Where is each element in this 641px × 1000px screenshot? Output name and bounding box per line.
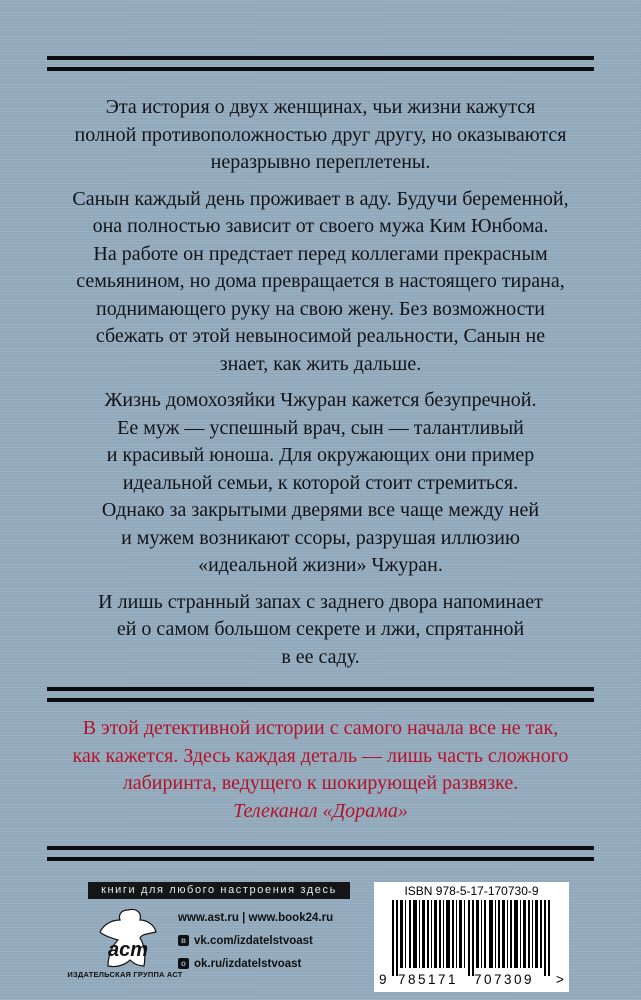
description-line: поднимающего руку на свою жену. Без возможности bbox=[96, 297, 545, 320]
description-paragraph-3 bbox=[40, 387, 601, 580]
review-source: Телеканал «Дорама» bbox=[233, 799, 408, 822]
description-line: Санын каждый день проживает в аду. Будучи беременной, bbox=[72, 187, 569, 210]
description-line: и мужем возникают ссоры, разрушая иллюзию bbox=[121, 526, 520, 549]
logo-caption: ИЗДАТЕЛЬСКАЯ ГРУППА АСТ bbox=[67, 970, 183, 979]
ast-logo-icon bbox=[90, 904, 170, 994]
bottom-rule-1 bbox=[47, 846, 594, 850]
description-line: идеальной семьи, к которой стоит стремиться. bbox=[122, 471, 519, 494]
description-paragraph-1 bbox=[40, 94, 601, 177]
description-line: ей о самом большом секрете и лжи, спрятанной bbox=[116, 618, 525, 640]
publisher-tagline: книги для любого настроения здесь bbox=[88, 882, 350, 899]
description-paragraph-2 bbox=[40, 186, 601, 379]
barcode-block bbox=[374, 882, 569, 992]
description-line: И лишь странный запах с заднего двора напоминает bbox=[98, 590, 543, 613]
description-line: в ее саду. bbox=[281, 645, 360, 668]
description bbox=[40, 94, 601, 680]
barcode-digits-right: 707309 bbox=[474, 972, 535, 987]
description-line: и красивый юноша. Для окружающих они пример bbox=[106, 444, 535, 466]
review-line: В этой детективной истории с самого начала все не так, bbox=[82, 717, 559, 739]
review-line: как кажется. Здесь каждая деталь — лишь часть сложного bbox=[72, 744, 569, 767]
vk-link[interactable] bbox=[178, 929, 333, 952]
description-line: полной противоположностью друг другу, но оказываются bbox=[74, 123, 567, 146]
review-quote bbox=[60, 715, 581, 825]
description-line: Однако за закрытыми дверями все чаще между ней bbox=[101, 499, 540, 521]
publisher-links bbox=[178, 906, 333, 975]
top-rule-1 bbox=[47, 56, 594, 60]
ok-icon: о bbox=[178, 958, 189, 969]
description-paragraph-4 bbox=[40, 589, 601, 672]
barcode-icon bbox=[386, 900, 558, 976]
ok-link[interactable] bbox=[178, 952, 333, 975]
description-line: знает, как жить дальше. bbox=[219, 352, 422, 375]
website-links[interactable] bbox=[178, 906, 333, 929]
logo-text: аст bbox=[107, 939, 149, 961]
review-line: лабиринта, ведущего к шокирующей развязке. bbox=[122, 772, 519, 794]
middle-rule-2 bbox=[47, 698, 594, 702]
description-line: она полностью зависит от своего мужа Ким Юнбома. bbox=[92, 215, 549, 237]
description-line: Эта история о двух женщинах, чьи жизни кажутся bbox=[105, 96, 536, 118]
ok-link-text[interactable]: ok.ru/izdatelstvoast bbox=[194, 957, 302, 970]
vk-icon: в bbox=[178, 935, 189, 946]
description-line: «идеальной жизни» Чжуран. bbox=[198, 554, 443, 576]
barcode-arrow: > bbox=[556, 972, 564, 987]
website-links-text[interactable]: www.ast.ru | www.book24.ru bbox=[178, 911, 334, 924]
barcode-digits-left: 785171 bbox=[398, 972, 459, 987]
vk-link-text[interactable]: vk.com/izdatelstvoast bbox=[194, 934, 313, 947]
description-line: неразрывно переплетены. bbox=[210, 151, 431, 173]
description-line: семьянином, но дома превращается в настоящего тирана, bbox=[76, 270, 565, 292]
description-line: сбежать от этой невыносимой реальности, Санын не bbox=[95, 325, 546, 347]
description-line: Жизнь домохозяйки Чжуран кажется безупречной. bbox=[104, 389, 537, 411]
isbn-label: ISBN 978-5-17-170730-9 bbox=[404, 884, 539, 898]
description-line: На работе он предстает перед коллегами прекрасным bbox=[93, 242, 548, 265]
middle-rule-1 bbox=[47, 687, 594, 691]
description-line: Ее муж — успешный врач, сын — талантливый bbox=[117, 416, 524, 439]
barcode-digit-first: 9 bbox=[379, 972, 387, 987]
top-rule-2 bbox=[47, 67, 594, 71]
bottom-rule-2 bbox=[47, 857, 594, 861]
